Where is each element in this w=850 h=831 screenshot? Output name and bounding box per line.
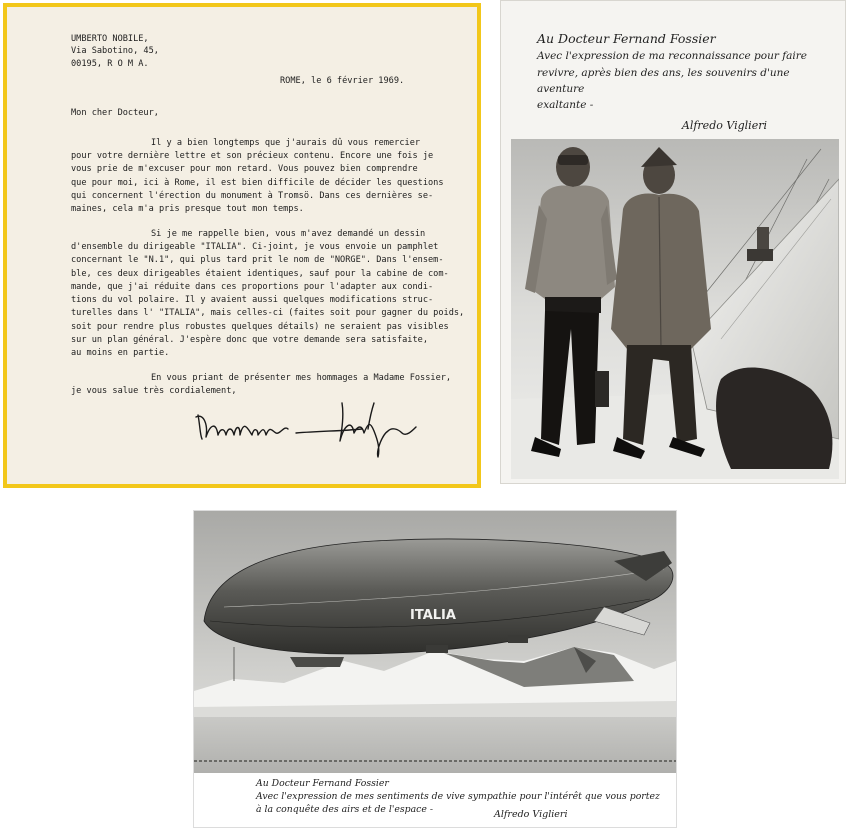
- sender-address: [71, 33, 455, 70]
- handwritten-dedication: [537, 29, 837, 134]
- dedication-line: revivre, après bien des ans, les souvenirs d'une aventure: [537, 66, 790, 95]
- letter-line: Si je me rappelle bien, vous m'avez demandé un dessin: [151, 228, 426, 239]
- dedication-line: Avec l'expression de ma reconnaissance pour faire: [537, 50, 807, 63]
- caption-line: Au Docteur Fernand Fossier: [256, 778, 389, 789]
- expedition-photo: [511, 139, 839, 479]
- sender-line: 00195, R O M A.: [71, 58, 149, 69]
- letter-line: maines, cela m'a pris presque tout mon temps.: [71, 204, 304, 215]
- letter-line: que pour moi, ici à Rome, il est bien difficile de décider les questions: [71, 177, 444, 188]
- letter-salutation: Mon cher Docteur,: [71, 107, 159, 118]
- letter-line: d'ensemble du dirigeable "ITALIA". Ci-joint, je vous envoie un pamphlet: [71, 241, 439, 252]
- typed-letter: [7, 7, 477, 484]
- letter-line: turelles dans l' "ITALIA", mais celles-ci (faites soit pour gagner du poids,: [71, 308, 465, 319]
- letter-line: En vous priant de présenter mes hommages a Madame Fossier,: [151, 372, 452, 383]
- airship-photo: [194, 511, 676, 773]
- caption-line: à la conquête des airs et de l'espace -: [256, 804, 433, 816]
- letter-date: ROME, le 6 février 1969.: [280, 76, 405, 87]
- handwritten-caption: [256, 777, 676, 820]
- airship-postcard: [193, 510, 677, 828]
- letter-line: qui concernent l'érection du monument à Tromsö. Dans ces dernières se-: [71, 190, 434, 201]
- airship-hull-label: ITALIA: [410, 608, 456, 623]
- letter-line: vous prie de m'excuser pour mon retard. Vous pouvez bien comprendre: [71, 164, 418, 175]
- letter-line: je vous salue très cordialement,: [71, 386, 237, 397]
- letter-line: ble, ces deux dirigeables étaient identiques, sauf pour la cabine de com-: [71, 268, 449, 279]
- letter-line: pour votre dernière lettre et son précieux contenu. Encore une fois je: [71, 151, 434, 162]
- letter-paragraph-2: [71, 228, 465, 361]
- letter-line: au moins en partie.: [71, 348, 170, 359]
- letter-line: sur un plan général. J'espère donc que votre demande sera satisfaite,: [71, 335, 428, 346]
- caption-line: Avec l'expression de mes sentiments de vive sympathie pour l'intérêt que vous portez: [256, 791, 660, 803]
- letter-line: Il y a bien longtemps que j'aurais dû vous remercier: [151, 137, 421, 148]
- sender-line: UMBERTO NOBILE,: [71, 34, 149, 44]
- letter-line: tions du vol polaire. Il y avaient aussi quelques modifications struc-: [71, 295, 434, 306]
- handwritten-signature: [192, 395, 422, 465]
- signed-photo-card: [500, 0, 846, 484]
- letter-frame: [3, 3, 481, 488]
- letter-paragraph-1: [71, 137, 455, 217]
- caption-signature: Alfredo Viglieri: [494, 809, 568, 820]
- letter-line: mande, que j'ai réduite dans ces proportions pour l'adapter aux condi-: [71, 281, 434, 292]
- sender-line: Via Sabotino, 45,: [71, 46, 159, 57]
- letter-line: concernant le "N.1", qui plus tard prit le nom de "NORGE". Dans l'ensem-: [71, 255, 444, 266]
- dedication-line: exaltante -: [537, 99, 594, 112]
- dedication-signature: Alfredo Viglieri: [681, 119, 767, 133]
- dedication-line: Au Docteur Fernand Fossier: [537, 31, 716, 46]
- letter-line: soit pour rendre plus robustes quelques détails) ne seraient pas visibles: [71, 321, 449, 332]
